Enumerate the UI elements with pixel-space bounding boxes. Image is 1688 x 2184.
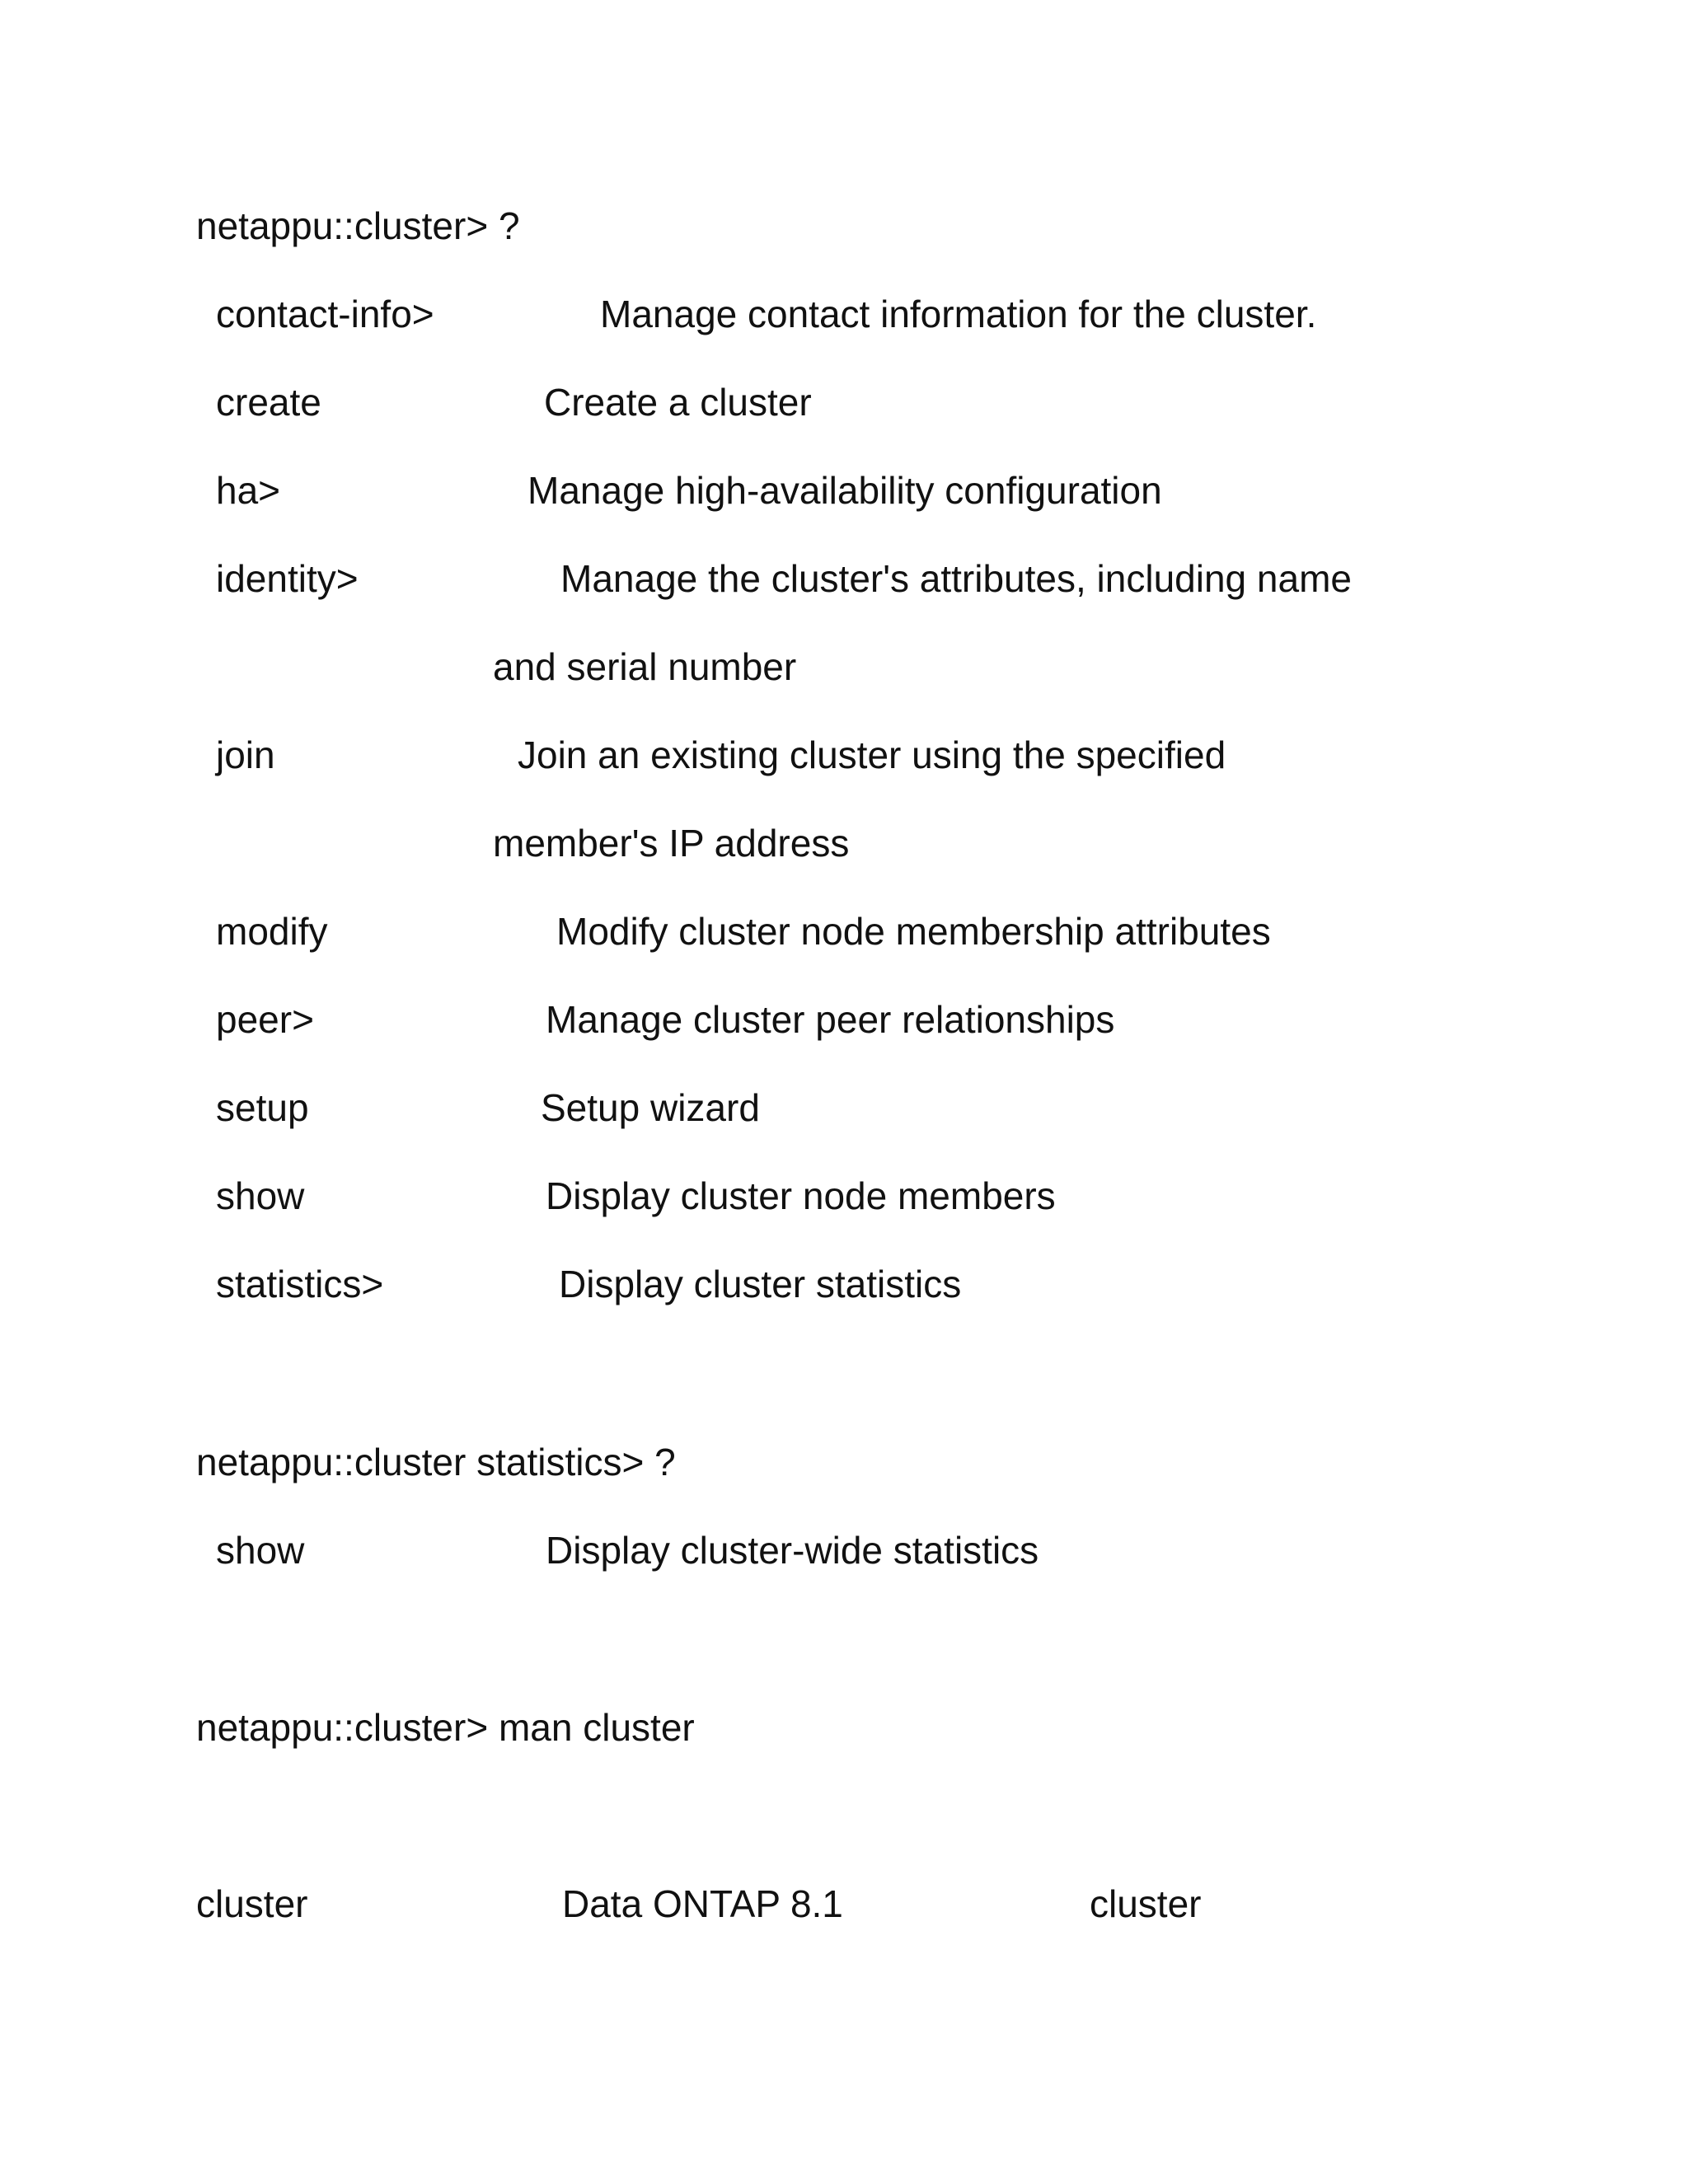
- command-description: Manage high-availability configuration: [528, 469, 1162, 512]
- command-name: contact-info>: [216, 293, 434, 335]
- command-name: modify: [216, 910, 328, 953]
- command-name: setup: [216, 1086, 309, 1129]
- command-name: join: [216, 733, 275, 776]
- prompt-cluster-help: netappu::cluster> ?: [196, 204, 520, 247]
- command-description: Display cluster-wide statistics: [546, 1529, 1039, 1572]
- command-name: peer>: [216, 998, 314, 1041]
- command-name: identity>: [216, 557, 359, 600]
- man-header-center: Data ONTAP 8.1: [562, 1882, 843, 1925]
- command-description: Create a cluster: [544, 381, 812, 424]
- command-name: show: [216, 1174, 305, 1217]
- command-description: Display cluster node members: [546, 1174, 1056, 1217]
- man-header-right: cluster: [1090, 1882, 1202, 1925]
- command-description: Modify cluster node membership attributes: [556, 910, 1271, 953]
- prompt-statistics-help: netappu::cluster statistics> ?: [196, 1441, 676, 1483]
- command-description: Manage the cluster's attributes, including name: [560, 557, 1352, 600]
- command-description: Manage contact information for the cluster.: [600, 293, 1317, 335]
- command-name: statistics>: [216, 1263, 384, 1305]
- command-description: Join an existing cluster using the specified: [518, 733, 1226, 776]
- prompt-man-cluster: netappu::cluster> man cluster: [196, 1706, 695, 1749]
- command-name: show: [216, 1529, 305, 1572]
- command-name: ha>: [216, 469, 281, 512]
- command-name: create: [216, 381, 321, 424]
- command-description: Manage cluster peer relationships: [546, 998, 1115, 1041]
- command-description: Setup wizard: [541, 1086, 760, 1129]
- command-description-continuation: member's IP address: [493, 822, 850, 865]
- man-header-left: cluster: [196, 1882, 308, 1925]
- command-description-continuation: and serial number: [493, 645, 797, 688]
- command-description: Display cluster statistics: [559, 1263, 962, 1305]
